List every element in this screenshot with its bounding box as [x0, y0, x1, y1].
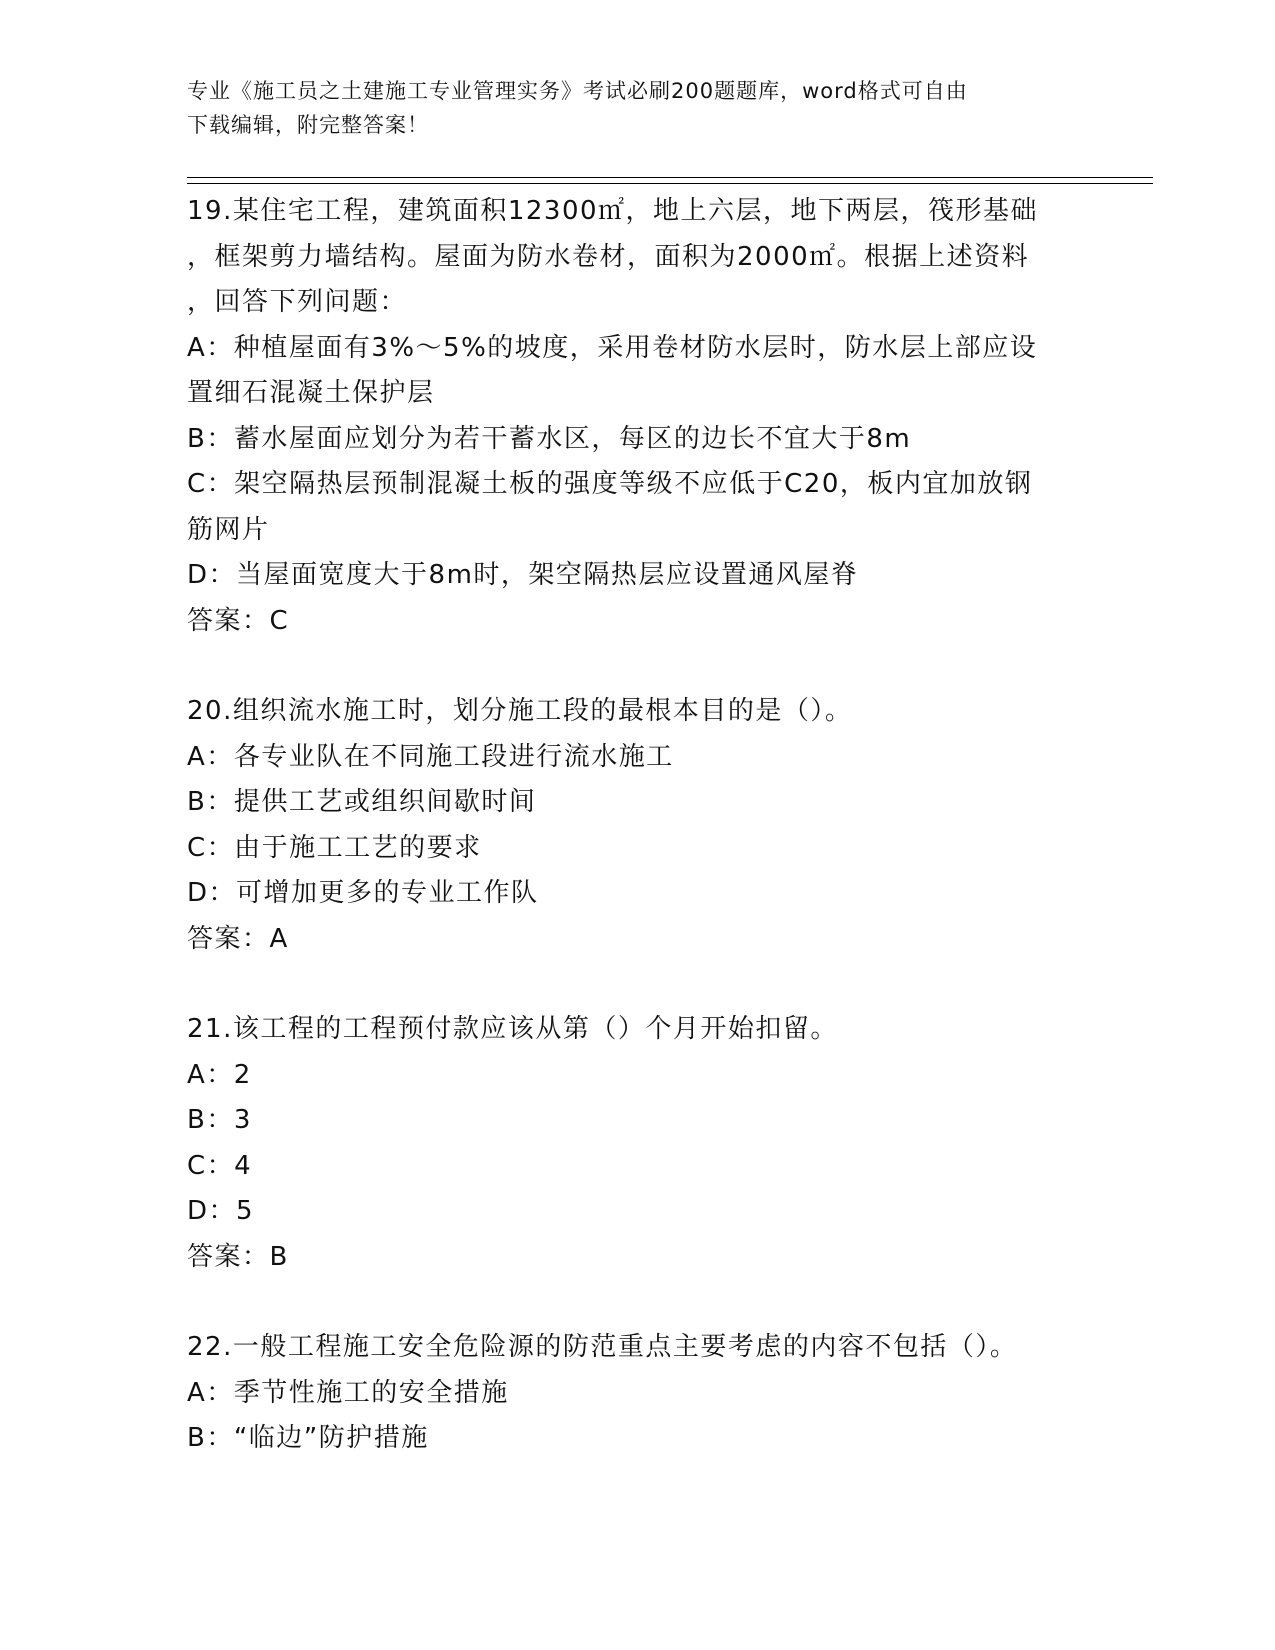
answer-line: 答案：C: [187, 605, 290, 636]
option-c-continued: 筋网片: [187, 514, 270, 545]
question-stem-line: 19.某住宅工程，建筑面积12300㎡，地上六层，地下两层，筏形基础: [187, 196, 1039, 226]
option-c: C：由于施工工艺的要求: [187, 832, 482, 863]
question-stem-line: 20.组织流水施工时，划分施工段的最根本目的是（）。: [187, 696, 853, 726]
option-c: C：架空隔热层预制混凝土板的强度等级不应低于C20，板内宜加放钢: [187, 469, 1033, 499]
question-stem-line: ，回答下列问题：: [187, 287, 408, 317]
option-a-continued: 置细石混凝土保护层: [187, 378, 435, 408]
question-stem-line: 21.该工程的工程预付款应该从第（）个月开始扣留。: [187, 1014, 838, 1044]
option-a: A：各专业队在不同施工段进行流水施工: [187, 741, 674, 772]
option-a: A：种植屋面有3%～5%的坡度，采用卷材防水层时，防水层上部应设: [187, 332, 1038, 363]
document-header: [187, 74, 1087, 142]
option-a: A：季节性施工的安全措施: [187, 1377, 509, 1408]
answer-line: 答案：B: [187, 1241, 289, 1272]
question-20: [187, 689, 1092, 962]
question-stem-line: ，框架剪力墙结构。屋面为防水卷材，面积为2000㎡。根据上述资料: [187, 241, 1030, 272]
question-21: [187, 1007, 1092, 1280]
option-a: A：2: [187, 1059, 252, 1090]
question-22: [187, 1325, 1092, 1462]
header-divider-top: [187, 177, 1153, 178]
question-stem-line: 22.一般工程施工安全危险源的防范重点主要考虑的内容不包括（）。: [187, 1332, 1018, 1362]
header-divider-bottom: [187, 183, 1153, 184]
answer-line: 答案：A: [187, 923, 289, 954]
option-d: D：5: [187, 1196, 255, 1226]
option-d: D：可增加更多的专业工作队: [187, 878, 539, 908]
question-19: [187, 189, 1092, 644]
option-b: B：3: [187, 1105, 252, 1135]
option-b: B：“临边”防护措施: [187, 1423, 429, 1453]
option-c: C：4: [187, 1150, 253, 1181]
header-line-1: 专业《施工员之土建施工专业管理实务》考试必刷200题题库，word格式可自由: [187, 79, 968, 103]
option-d: D：当屋面宽度大于8m时，架空隔热层应设置通风屋脊: [187, 560, 859, 590]
option-b: B：蓄水屋面应划分为若干蓄水区，每区的边长不宜大于8m: [187, 423, 912, 454]
header-line-2: 下载编辑，附完整答案！: [187, 113, 429, 137]
question-list: [187, 189, 1092, 1462]
option-b: B：提供工艺或组织间歇时间: [187, 787, 537, 817]
